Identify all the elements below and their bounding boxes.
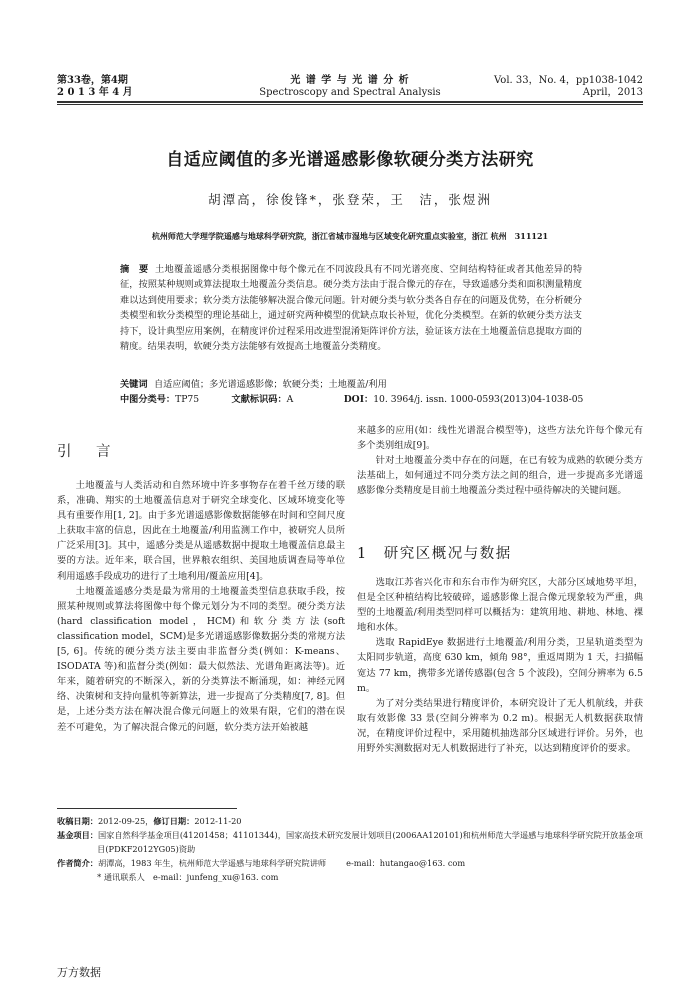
paper-title: 自适应阈值的多光谱遥感影像软硬分类方法研究 <box>166 150 534 170</box>
right-column-bottom <box>357 575 643 756</box>
journal-title-en: Spectroscopy and Spectral Analysis <box>259 87 441 98</box>
section-heading-intro: 引 言 <box>57 444 116 460</box>
affiliation: 杭州师范大学理学院遥感与地球科学研究院，浙江省城市湿地与区域变化研究重点实验室，浙江 杭州 311121 <box>151 231 549 241</box>
journal-pages <box>494 75 643 99</box>
study-area-paragraph: 选取江苏省兴化市和东台市作为研究区，大部分区域地势平坦，但是全区种植结构比较破碎，遥感影像上混合像元现象较为严重，典型的土地覆盖/利用类型同样可以概括为：建筑用地、耕地、林地、裸地和水体。 <box>357 577 643 634</box>
received-value: 2012-09-25， <box>97 816 154 826</box>
intro-paragraph-1: 土地覆盖与人类活动和自然环境中许多事物存在着千丝万缕的联系，准确、翔实的土地覆盖信息对于研究全球变化、区域环境变化等具有重要作用[1, 2]。由于多光谱遥感影像数据能够在时间和空间尺度上获取丰富的信息，因此在土地覆盖/利用监测工作中，被研究人员所广泛采用[3]。其中，遥感分类是从遥感数据中提取土地覆盖信息最主要的方法。近年来，联合国，世界粮农组织、美国地质调查局等单位利用遥感手段成功的进行了土地利用/覆盖应用[4]。 <box>57 480 345 582</box>
received-date-line <box>57 814 647 828</box>
author-email: e-mail：hutangao@163. com <box>346 858 466 868</box>
data-paragraph: 选取 RapidEye 数据进行土地覆盖/利用分类，卫星轨道类型为太阳同步轨道，高度 630 km，倾角 98°，重返周期为 1 天，扫描幅宽达 77 km，携带多光谱传感器(包含 5 个波段)，空间分辨率为 6.5 m。 <box>357 637 643 694</box>
abstract-label: 摘 要 <box>120 264 149 275</box>
header-pages: Vol. 33，No. 4，pp1038-1042 <box>494 75 643 86</box>
revised-label: 修订日期： <box>153 816 195 826</box>
doc-code-label: 文献标识码： <box>231 394 287 405</box>
author-bio-label: 作者简介： <box>57 858 98 868</box>
journal-name <box>250 75 450 99</box>
accuracy-paragraph: 为了对分类结果进行精度评价，本研究设计了无人机航线，并获取有效影像 33 景(空间分辨率为 0.2 m)。根据无人机数据获取情况，在精度评价过程中，采用随机抽选部分区域进行评价。另外，也用野外实测数据对无人机数据进行了补充，以达到精度评价的要求。 <box>357 697 643 755</box>
header-month: April，2013 <box>582 87 643 98</box>
classification-line <box>120 392 583 407</box>
fund-line <box>57 828 647 856</box>
intro-paragraph-3: 针对土地覆盖分类中存在的问题，在已有较为成熟的软硬分类方法基础上，如何通过不同分类方法之间的组合，进一步提高多光谱遥感影像分类精度是目前土地覆盖分类过程中亟待解决的关键问题。 <box>357 455 643 497</box>
header-date: 2 0 1 3 年 4 月 <box>57 87 133 98</box>
fund-label: 基金项目： <box>57 830 98 840</box>
corresponding-author-text: * 通讯联系人 e-mail：junfeng_xu@163. com <box>97 872 279 882</box>
keywords-line <box>120 377 387 392</box>
clc-value: TP75 <box>175 394 200 405</box>
keywords-text: 自适应阈值；多光谱遥感影像；软硬分类；土地覆盖/利用 <box>153 379 387 390</box>
doi-label: DOI： <box>343 394 374 405</box>
author-list: 胡潭高，徐俊锋*，张登荣，王 洁，张煜洲 <box>208 192 492 207</box>
header-rule-bottom <box>57 104 643 105</box>
author-bio-text: 胡潭高，1983 年生，杭州师范大学遥感与地球科学研究院讲师 <box>97 858 327 868</box>
header-rule-top <box>57 101 643 103</box>
received-label: 收稿日期： <box>57 816 98 826</box>
journal-volume-issue <box>57 75 133 99</box>
intro-continued: 来越多的应用(如：线性光谱混合模型等)，这些方法允许每个像元有多个类别组成[9]。 <box>357 425 643 452</box>
header-volume: 第33卷，第4期 <box>57 75 128 86</box>
intro-paragraph-2: 土地覆盖遥感分类是最为常用的土地覆盖类型信息获取手段，按照某种规则或算法将图像中每个像元划分为不同的类型。硬分类方法(hard classification model，HCM)和软分类方法(soft classification model，SCM)是多光谱遥感影像数据分类的常规方法[5, 6]。传统的硬分类方法主要由非监督分类(例如：K-means、ISODATA 等)和监督分类(例如：最大似然法、光谱角距离法等)。近年来，随着研究的不断深入，新的分类算法不断涌现，如：神经元网络、决策树和支持向量机等新算法，进一步提高了分类精度[7, 8]。但是，上述分类方法在解决混合像元问题上的效果有限，它们的潜在误差不可避免，为了解决混合像元的问题，软分类方法开始被越 <box>57 585 345 733</box>
right-column-top <box>357 423 643 498</box>
author-bio-line <box>57 856 647 870</box>
journal-title-cn: 光 谱 学 与 光 谱 分 析 <box>290 75 410 86</box>
footnotes <box>57 814 647 884</box>
doc-code-value: A <box>286 394 294 405</box>
section-heading-1: 1 研究区概况与数据 <box>357 546 512 562</box>
clc-label: 中图分类号： <box>120 394 176 405</box>
keywords-label: 关键词 <box>120 379 148 390</box>
corresponding-author-line <box>57 870 647 884</box>
fund-text: 国家自然科学基金项目(41201458；41101344)，国家高技术研究发展计划项目(2006AA120101)和杭州师范大学遥感与地球科学研究院开放基金项目(PDKF2012YG05)资助 <box>97 830 643 854</box>
doi-value: 10. 3964/j. issn. 1000-0593(2013)04-1038-05 <box>373 394 584 405</box>
wanfang-watermark: 万方数据 <box>57 966 101 979</box>
footnote-rule <box>57 808 237 809</box>
abstract-text: 土地覆盖遥感分类根据图像中每个像元在不同波段具有不同光谱亮度、空间结构特征或者其他差异的特征，按照某种规则或算法提取土地覆盖分类信息。硬分类方法由于混合像元的存在，导致遥感分类和面积测量精度难以达到使用要求；软分类方法能够解决混合像元问题。针对硬分类与软分类各自存在的问题及优势，在分析硬分类模型和软分类模型的理论基础上，通过研究两种模型的优缺点取长补短，优化分类模型。在新的软硬分类方法支持下，设计典型应用案例，在精度评价过程采用改进型混淆矩阵评价方法，验证该方法在土地覆盖信息提取方面的精度。结果表明，软硬分类方法能够有效提高土地覆盖分类精度。 <box>120 264 583 353</box>
abstract <box>120 262 582 354</box>
revised-value: 2012-11-20 <box>194 816 242 826</box>
left-column <box>57 478 345 735</box>
